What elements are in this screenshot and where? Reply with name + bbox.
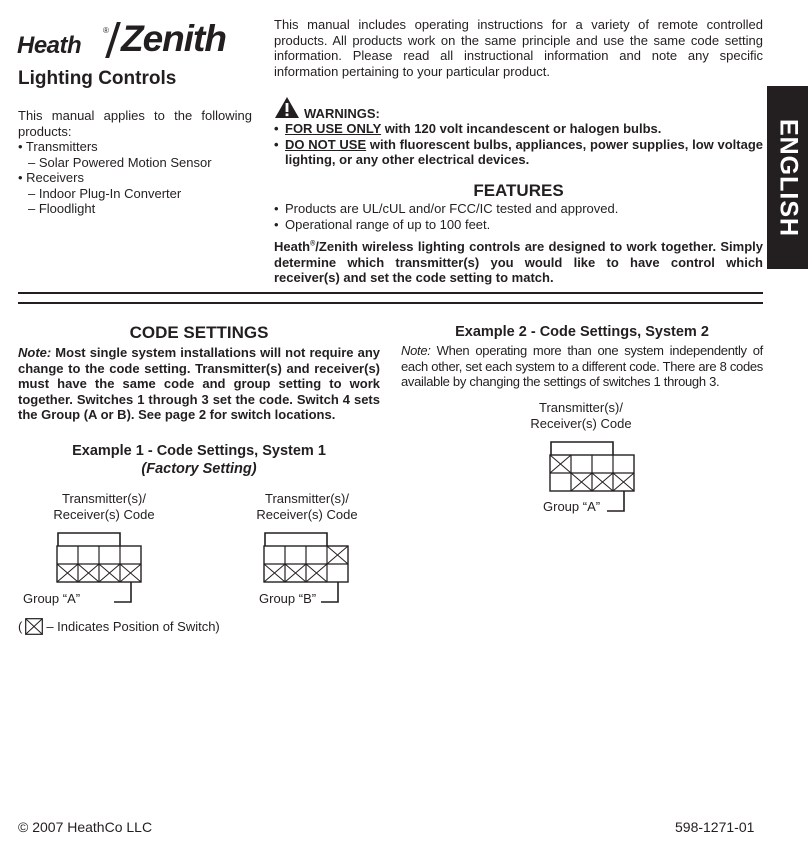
language-tab-label: ENGLISH xyxy=(774,118,802,237)
list-item: • FOR USE ONLY with 120 volt incandescent or halogen bulbs. xyxy=(274,121,662,136)
example2-note: Note: When operating more than one system independently of each other, set each system to a different code. There are 8 codes available by changing the settings of switches 1 through 3. xyxy=(401,343,764,389)
example1-heading xyxy=(18,442,380,478)
switch-position-icon xyxy=(25,618,43,635)
diagram-b-label: Transmitter(s)/ Receiver(s) Code xyxy=(256,491,358,522)
list-item: • Receivers xyxy=(18,170,84,185)
features-heading: FEATURES xyxy=(473,181,564,200)
warning-triangle-icon xyxy=(274,96,300,119)
page-title: Lighting Controls xyxy=(18,68,177,89)
logo-registered-mark: ® xyxy=(103,26,109,35)
diagram-a-label: Transmitter(s)/ Receiver(s) Code xyxy=(53,491,155,522)
switch-legend: ( – Indicates Position of Switch) xyxy=(18,619,220,634)
part-number: 598-1271-01 xyxy=(675,819,755,835)
list-item: • Transmitters xyxy=(18,139,98,154)
copyright: © 2007 HeathCo LLC xyxy=(18,819,153,835)
list-item: – Indoor Plug-In Converter xyxy=(28,185,182,201)
example2-heading: Example 2 - Code Settings, System 2 xyxy=(455,324,709,340)
logo-zenith-text: Zenith xyxy=(121,18,226,59)
warnings-list xyxy=(274,121,763,168)
warning-lead: FOR USE ONLY xyxy=(285,121,382,136)
group-b-label: Group “B” xyxy=(259,591,317,606)
diagram-c-label: Transmitter(s)/ Receiver(s) Code xyxy=(530,400,632,431)
list-item: – Solar Powered Motion Sensor xyxy=(28,154,212,170)
divider xyxy=(18,302,763,304)
list-item: • Operational range of up to 100 feet. xyxy=(274,216,491,232)
list-item: • Products are UL/cUL and/or FCC/IC tested and approved. xyxy=(274,201,619,216)
intro-paragraph: This manual includes operating instructions for a variety of remote controlled products. All products work on the same principle and use the same code setting information. Please read all instructional information and note any specific information pertaining to your particular product. xyxy=(274,17,763,79)
list-item: • DO NOT USE with fluorescent bulbs, appliances, power supplies, low voltage lighting, or any other electrical devices. xyxy=(274,136,763,167)
language-tab xyxy=(767,86,808,269)
logo-heath-text: Heath xyxy=(17,32,82,59)
warning-text: with 120 volt incandescent or halogen bulbs. xyxy=(381,121,662,136)
divider xyxy=(18,292,763,294)
product-list xyxy=(18,139,212,217)
group-a-label: Group “A” xyxy=(23,591,81,606)
features-closing: Heath®/Zenith wireless lighting controls are designed to work together. Simply determine which transmitter(s) you would like to have control which receiver(s) and set the code setting to match. xyxy=(274,239,763,285)
warning-lead: DO NOT USE xyxy=(285,136,367,152)
code-settings-heading: CODE SETTINGS xyxy=(129,323,269,342)
list-item: – Floodlight xyxy=(28,201,96,216)
warning-text: with fluorescent bulbs, appliances, power supplies, low voltage lighting, or any other electrical devices. xyxy=(285,136,763,167)
code-settings-note: Note: Most single system installations will not require any change to the code setting. Transmitter(s) and receiver(s) must have the same code and group setting to work together. Switches 1 through 3 set the code. Switch 4 sets the Group (A or B). See page 2 for switch locations. xyxy=(18,345,380,422)
warnings-label: WARNINGS: xyxy=(304,106,380,121)
features-list xyxy=(274,201,763,232)
example1-subtitle: (Factory Setting) xyxy=(141,461,257,477)
legend-text: – Indicates Position of Switch) xyxy=(46,619,220,634)
group-c-label: Group “A” xyxy=(543,499,601,514)
example1-title: Example 1 - Code Settings, System 1 xyxy=(72,443,326,459)
applies-intro: This manual applies to the following products: xyxy=(18,108,252,139)
